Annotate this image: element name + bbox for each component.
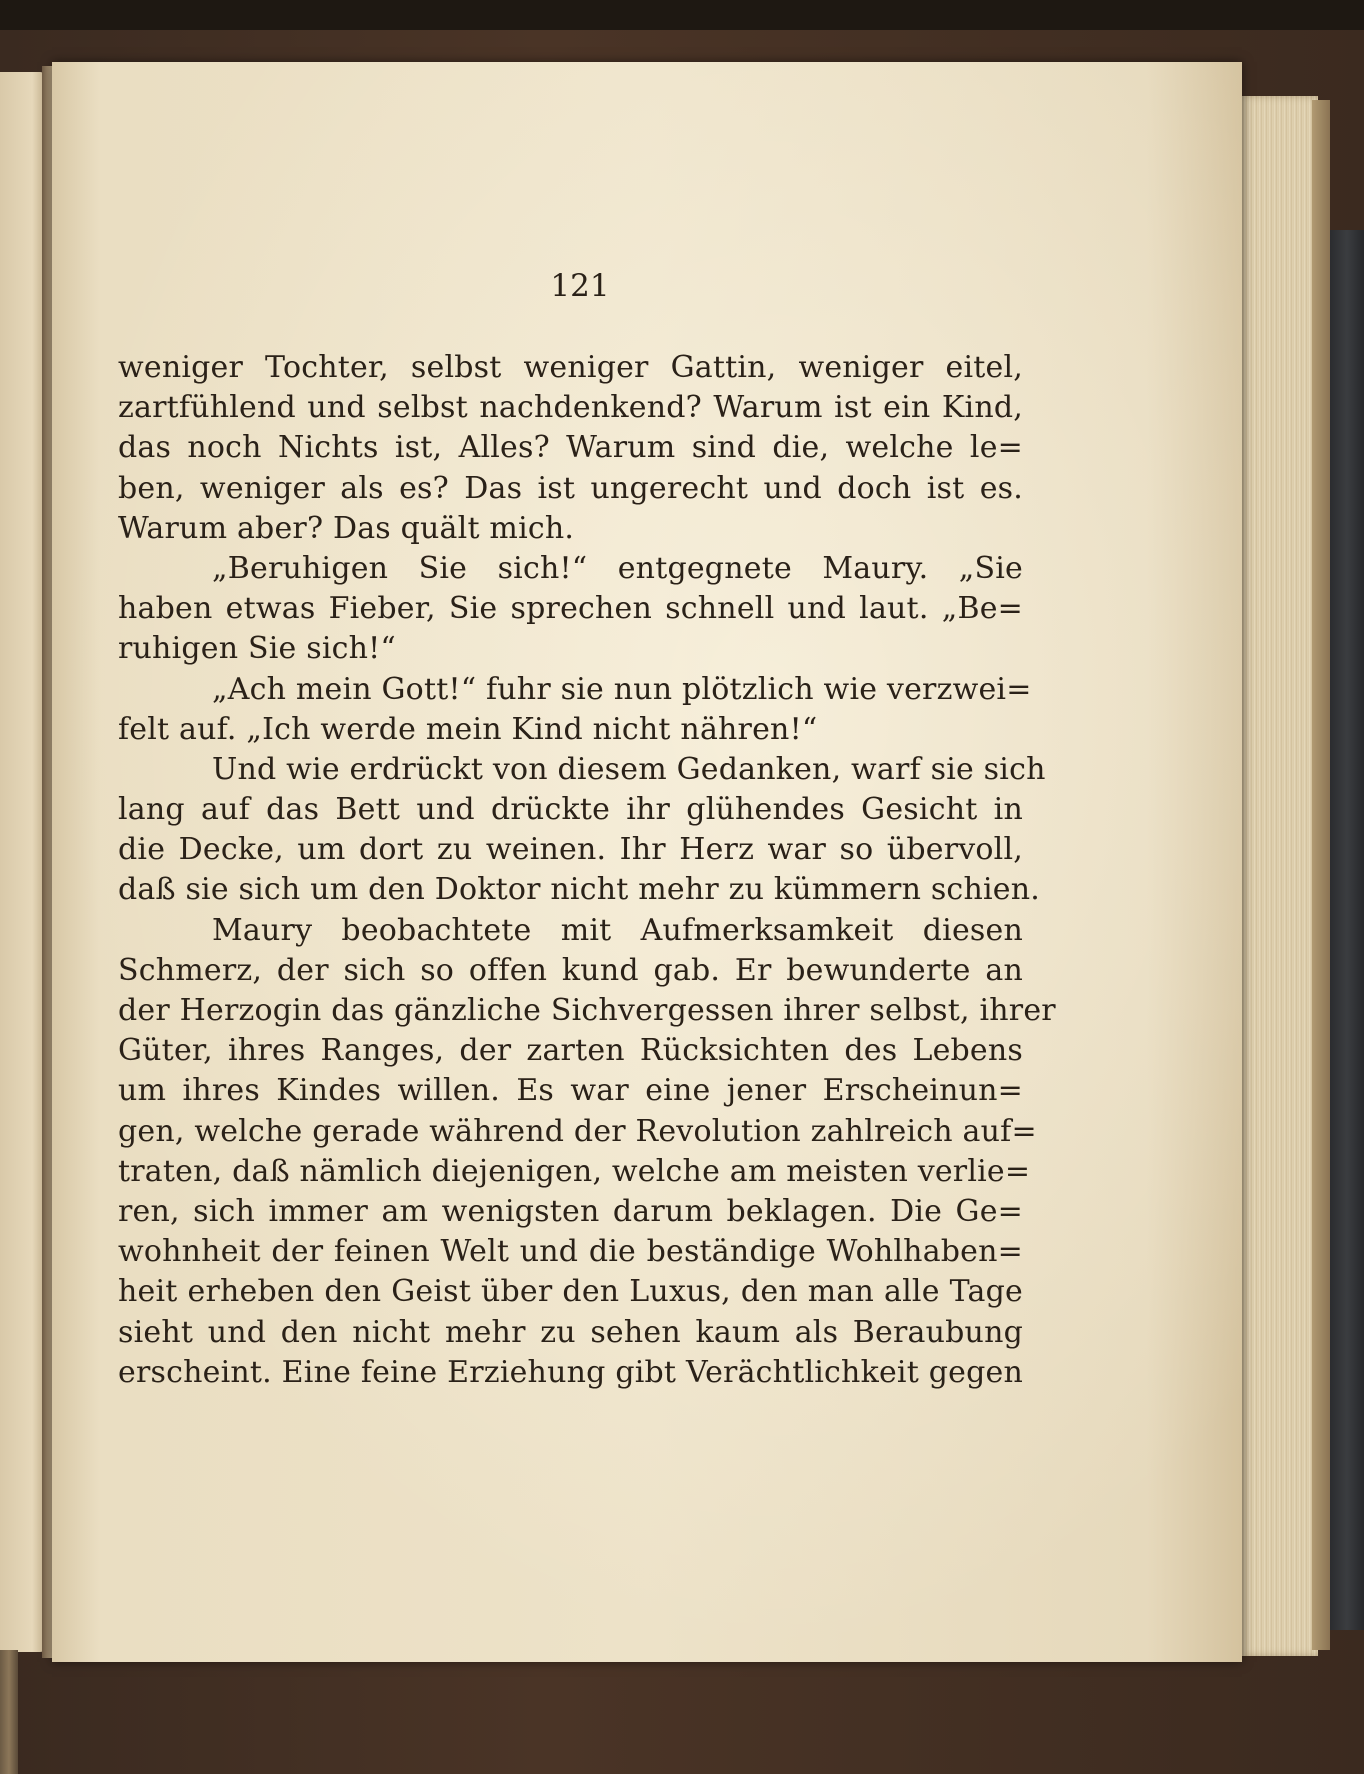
text-line: sieht und den nicht mehr zu sehen kaum als Beraubung (118, 1314, 1023, 1350)
text-line: heit erheben den Geist über den Luxus, den man alle Tage (118, 1274, 1023, 1310)
text-line: haben etwas Fieber, Sie sprechen schnell und laut. „Be= (118, 591, 1023, 627)
text-line: „Ach mein Gott!“ fuhr sie nun plötzlich wie verzwei= (212, 671, 1032, 707)
text-line: Maury beobachtete mit Aufmerksamkeit diesen (212, 912, 1023, 948)
text-line: Schmerz, der sich so offen kund gab. Er bewunderte an (118, 952, 1023, 988)
text-line: erscheint. Eine feine Erziehung gibt Verächtlichkeit gegen (118, 1354, 1023, 1390)
text-line: gen, welche gerade während der Revolution zahlreich auf= (118, 1113, 1037, 1149)
text-line: der Herzogin das gänzliche Sichvergessen ihrer selbst, ihrer (118, 993, 1056, 1028)
text-line: Warum aber? Das quält mich. (118, 510, 575, 546)
text-line: zartfühlend und selbst nachdenkend? Warum ist ein Kind, (118, 390, 1023, 426)
cover-spine-band (1330, 230, 1364, 1630)
text-line: „Beruhigen Sie sich!“ entgegnete Maury. „Sie (212, 550, 1023, 586)
text-line: weniger Tochter, selbst weniger Gattin, weniger eitel, (118, 350, 1023, 385)
text-line: die Decke, um dort zu weinen. Ihr Herz war so übervoll, (118, 832, 1023, 868)
page-stack-shadow (1312, 100, 1330, 1650)
text-line: ren, sich immer am wenigsten darum beklagen. Die Ge= (118, 1193, 1023, 1229)
text-line: felt auf. „Ich werde mein Kind nicht nähren!“ (118, 711, 818, 747)
text-line: wohnheit der feinen Welt und die beständige Wohlhaben= (118, 1234, 1023, 1270)
text-line: ben, weniger als es? Das ist ungerecht und doch ist es. (118, 470, 1023, 506)
body-text (118, 348, 1056, 1393)
text-line: das noch Nichts ist, Alles? Warum sind die, welche le= (118, 430, 1023, 466)
text-line: traten, daß nämlich diejenigen, welche am meisten verlie= (118, 1153, 1031, 1189)
text-line: daß sie sich um den Doktor nicht mehr zu kümmern schien. (118, 872, 1040, 908)
text-line: Und wie erdrückt von diesem Gedanken, warf sie sich (212, 751, 1046, 787)
page-number: 121 (550, 268, 610, 304)
page-stack-edges (1238, 96, 1318, 1656)
ribbon-bookmark (0, 1650, 18, 1774)
facing-page-edge (0, 72, 46, 1652)
text-line: lang auf das Bett und drückte ihr glühendes Gesicht in (118, 792, 1023, 828)
text-line: um ihres Kindes willen. Es war eine jener Erscheinun= (118, 1073, 1023, 1109)
text-line: Güter, ihres Ranges, der zarten Rücksichten des Lebens (118, 1033, 1023, 1069)
text-line: ruhigen Sie sich!“ (118, 631, 396, 667)
